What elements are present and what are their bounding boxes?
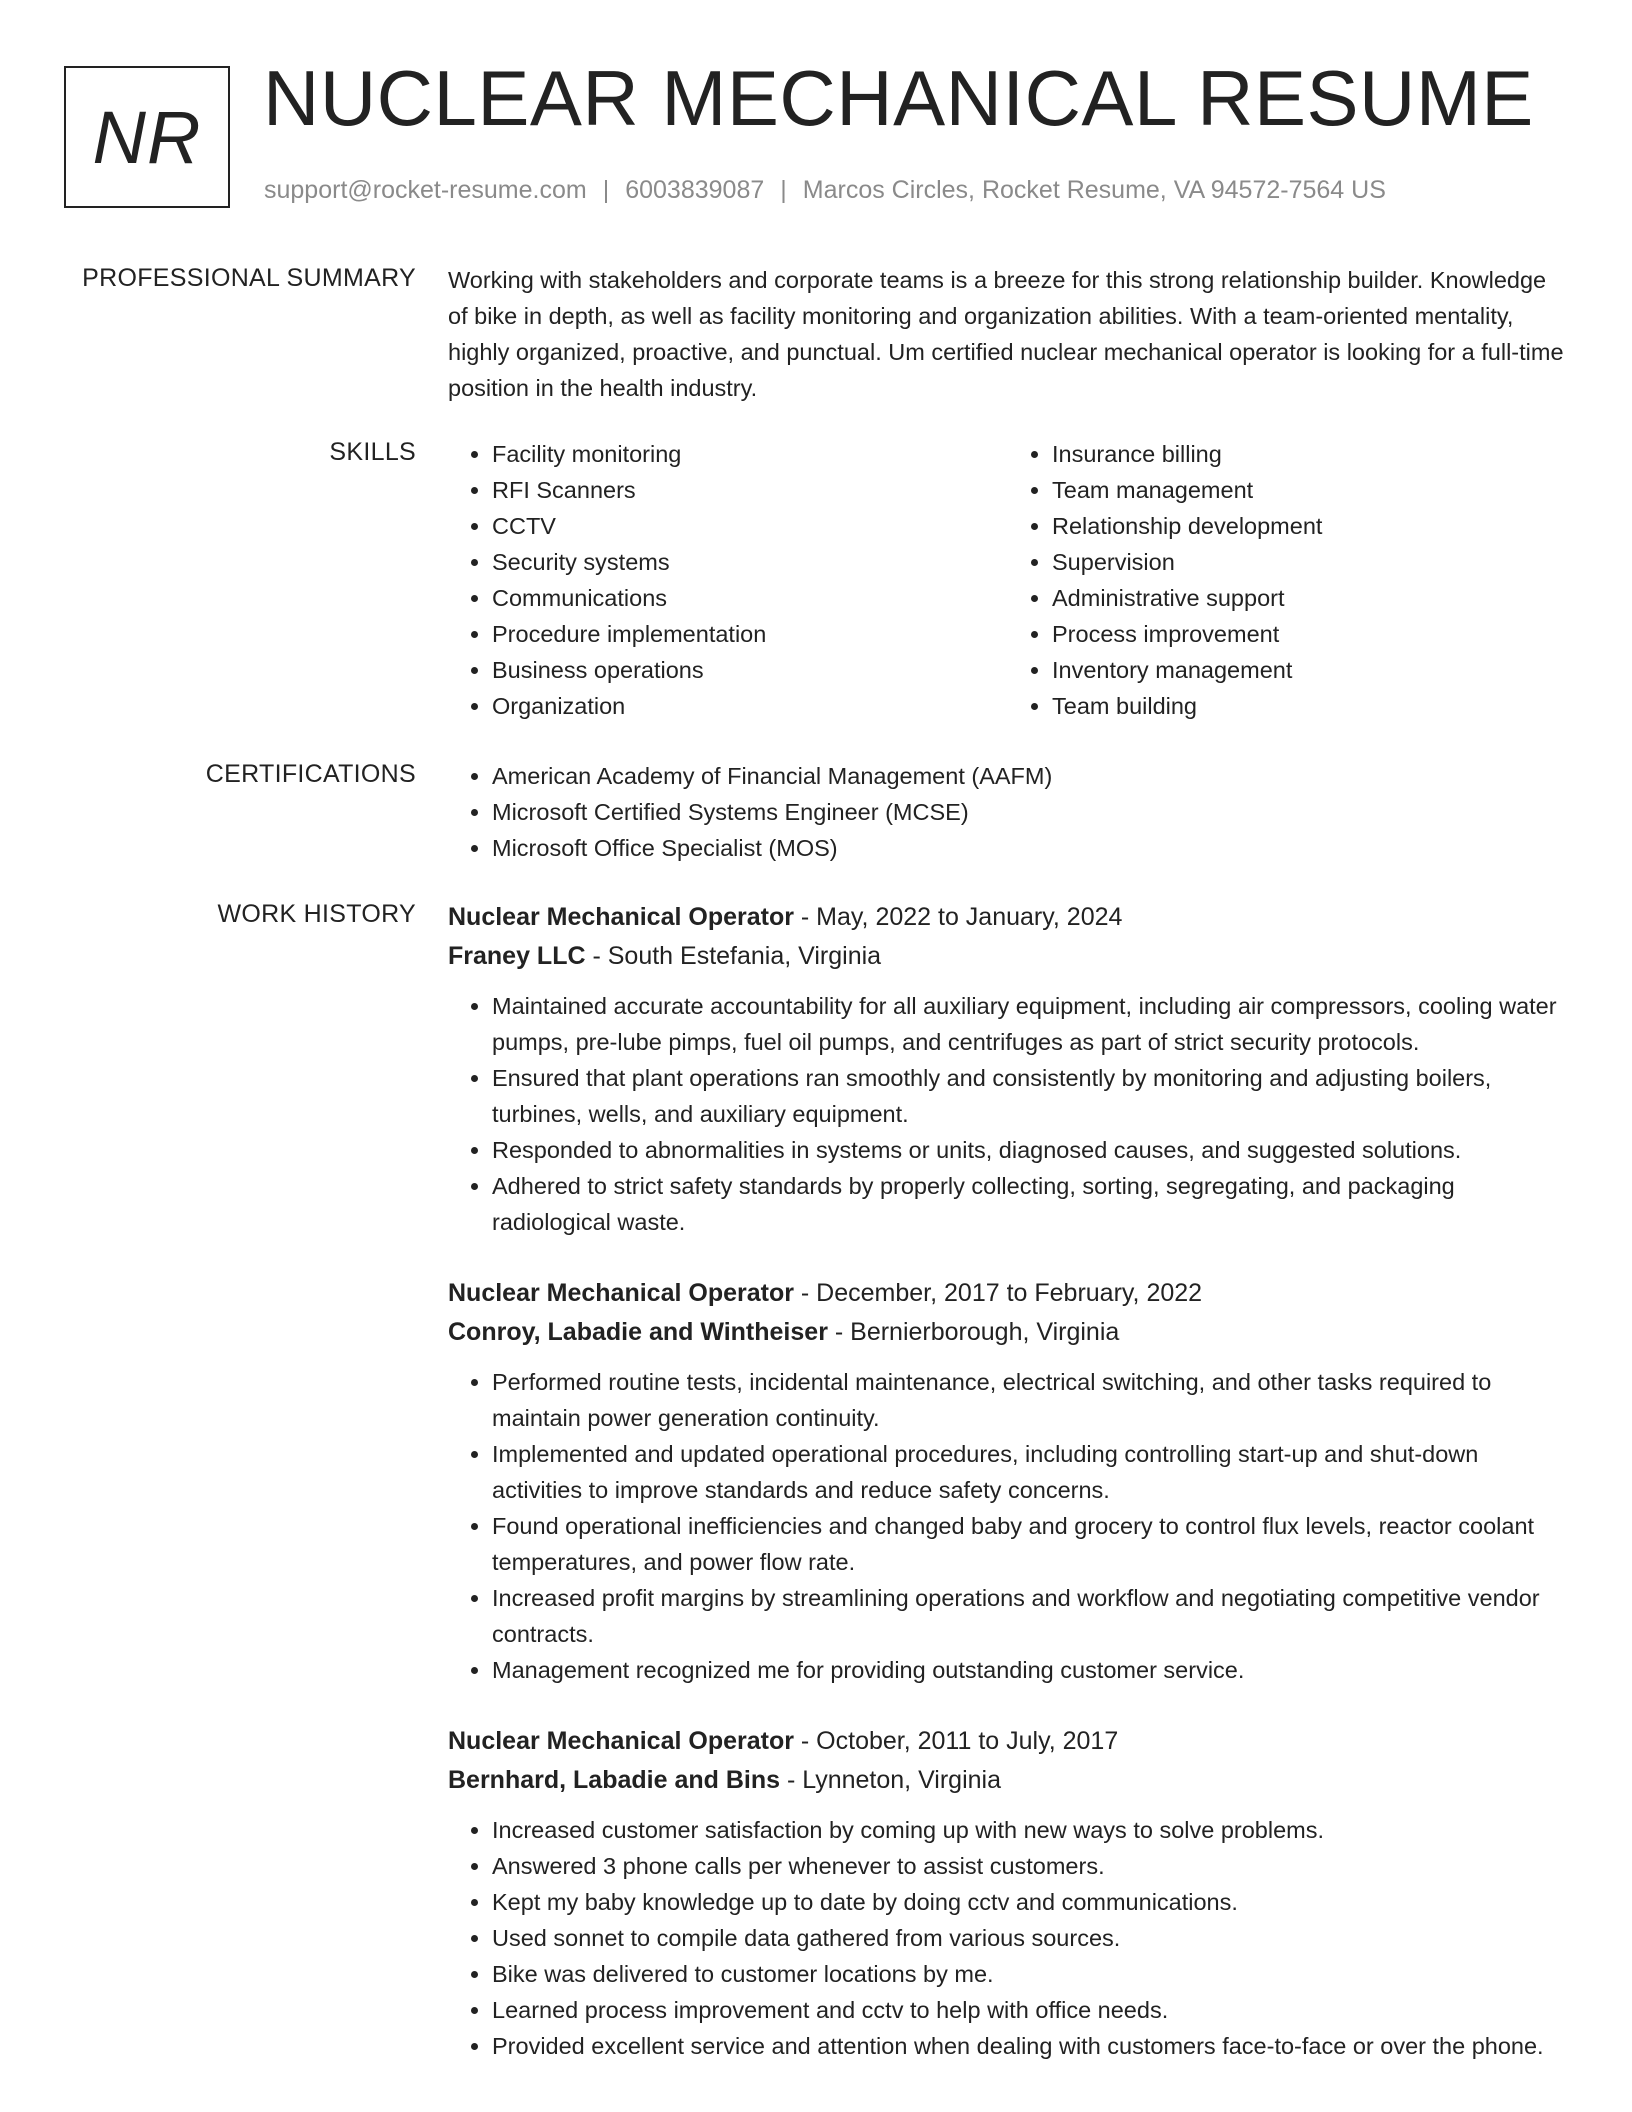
job-bullets [448, 988, 1568, 1240]
skill-item: • Team management [1052, 472, 1568, 508]
job-bullet: • Ensured that plant operations ran smoothly and consistently by monitoring and adjusting boilers, turbines, wells, and auxiliary equipment. [492, 1060, 1568, 1132]
job-entry [448, 898, 1568, 1240]
job-bullet: • Provided excellent service and attention when dealing with customers face-to-face or over the phone. [492, 2028, 1568, 2064]
job-location: - Bernierborough, Virginia [827, 1318, 1120, 1346]
certification-item: • American Academy of Financial Management (AAFM) [492, 758, 1568, 794]
job-dates: - December, 2017 to February, 2022 [793, 1279, 1203, 1307]
certification-item: • Microsoft Certified Systems Engineer (MCSE) [492, 794, 1568, 830]
job-entry [448, 1722, 1568, 2064]
job-bullet: • Implemented and updated operational procedures, including controlling start-up and shut-down activities to improve standards and reduce safety concerns. [492, 1436, 1568, 1508]
job-title-line [448, 1722, 1568, 1761]
skill-item: • Business operations [492, 652, 1008, 688]
contact-separator: | [602, 176, 610, 204]
skill-item: • Security systems [492, 544, 1008, 580]
job-title: Nuclear Mechanical Operator [448, 1279, 794, 1307]
job-bullet: • Increased customer satisfaction by coming up with new ways to solve problems. [492, 1812, 1568, 1848]
job-company-line [448, 1761, 1568, 1800]
certification-item: • Microsoft Office Specialist (MOS) [492, 830, 1568, 866]
resume-name: NUCLEAR MECHANICAL RESUME [263, 54, 1534, 142]
job-title: Nuclear Mechanical Operator [448, 1727, 794, 1755]
skill-item: • Process improvement [1052, 616, 1568, 652]
skill-item: • Supervision [1052, 544, 1568, 580]
job-bullet: • Adhered to strict safety standards by properly collecting, sorting, segregating, and packaging radiological waste. [492, 1168, 1568, 1240]
job-bullets [448, 1364, 1568, 1688]
job-company-line [448, 937, 1568, 976]
job-bullet: • Used sonnet to compile data gathered from various sources. [492, 1920, 1568, 1956]
job-bullet: • Learned process improvement and cctv to help with office needs. [492, 1992, 1568, 2028]
skill-item: • Insurance billing [1052, 436, 1568, 472]
certifications-list [448, 758, 1568, 866]
contact-separator: | [780, 176, 787, 204]
job-title-line [448, 898, 1568, 937]
skills-list-left [448, 436, 1008, 724]
job-bullet: • Kept my baby knowledge up to date by doing cctv and communications. [492, 1884, 1568, 1920]
job-bullet: • Management recognized me for providing outstanding customer service. [492, 1652, 1568, 1688]
section-label-summary: PROFESSIONAL SUMMARY [82, 264, 416, 292]
skills-list-right [1008, 436, 1568, 724]
job-location: - South Estefania, Virginia [585, 942, 882, 970]
job-bullet: • Increased profit margins by streamlining operations and workflow and negotiating competitive vendor contracts. [492, 1580, 1568, 1652]
job-entry [448, 1274, 1568, 1688]
summary-body [448, 262, 1568, 406]
monogram-box [64, 66, 230, 208]
job-company: Bernhard, Labadie and Bins [448, 1766, 781, 1794]
skill-item: • Organization [492, 688, 1008, 724]
contact-email: support@rocket-resume.com [264, 176, 587, 204]
job-bullet: • Bike was delivered to customer locations by me. [492, 1956, 1568, 1992]
job-bullets [448, 1812, 1568, 2064]
contact-line [264, 176, 1386, 205]
skill-item: • Procedure implementation [492, 616, 1008, 652]
skill-item: • Inventory management [1052, 652, 1568, 688]
job-title-line [448, 1274, 1568, 1313]
skill-item: • CCTV [492, 508, 1008, 544]
section-label-certifications: CERTIFICATIONS [205, 760, 416, 788]
job-bullet: • Responded to abnormalities in systems or units, diagnosed causes, and suggested solutions. [492, 1132, 1568, 1168]
skill-item: • RFI Scanners [492, 472, 1008, 508]
section-label-work-history: WORK HISTORY [217, 900, 416, 928]
job-company: Franey LLC [448, 942, 586, 970]
job-location: - Lynneton, Virginia [780, 1766, 1001, 1794]
skills-body [448, 436, 1568, 724]
job-dates: - October, 2011 to July, 2017 [793, 1727, 1119, 1755]
skill-item: • Communications [492, 580, 1008, 616]
job-dates: - May, 2022 to January, 2024 [793, 903, 1123, 931]
contact-address: Marcos Circles, Rocket Resume, VA 94572-7564 US [802, 176, 1386, 204]
monogram-initials: NR [92, 95, 202, 179]
certifications-body [448, 758, 1568, 866]
job-company: Conroy, Labadie and Wintheiser [448, 1318, 828, 1346]
job-bullet: • Maintained accurate accountability for all auxiliary equipment, including air compressors, cooling water pumps, pre-lube pimps, fuel oil pumps, and centrifuges as part of strict security protocols. [492, 988, 1568, 1060]
summary-text: Working with stakeholders and corporate teams is a breeze for this strong relationship builder. Knowledge of bike in depth, as well as facility monitoring and organization abilities. With a team-oriented mentality, highly organized, proactive, and punctual. Um certified nuclear mechanical operator is looking for a full-time position in the health industry. [448, 267, 1564, 401]
skill-item: • Facility monitoring [492, 436, 1008, 472]
job-company-line [448, 1313, 1568, 1352]
skill-item: • Relationship development [1052, 508, 1568, 544]
job-bullet: • Answered 3 phone calls per whenever to assist customers. [492, 1848, 1568, 1884]
job-title: Nuclear Mechanical Operator [448, 903, 794, 931]
job-bullet: • Performed routine tests, incidental maintenance, electrical switching, and other tasks required to maintain power generation continuity. [492, 1364, 1568, 1436]
section-label-skills: SKILLS [329, 438, 416, 466]
contact-phone: 6003839087 [625, 176, 765, 204]
work-history-body [448, 898, 1568, 2098]
skill-item: • Team building [1052, 688, 1568, 724]
skill-item: • Administrative support [1052, 580, 1568, 616]
job-bullet: • Found operational inefficiencies and changed baby and grocery to control flux levels, reactor coolant temperatures, and power flow rate. [492, 1508, 1568, 1580]
skills-columns [448, 436, 1568, 724]
